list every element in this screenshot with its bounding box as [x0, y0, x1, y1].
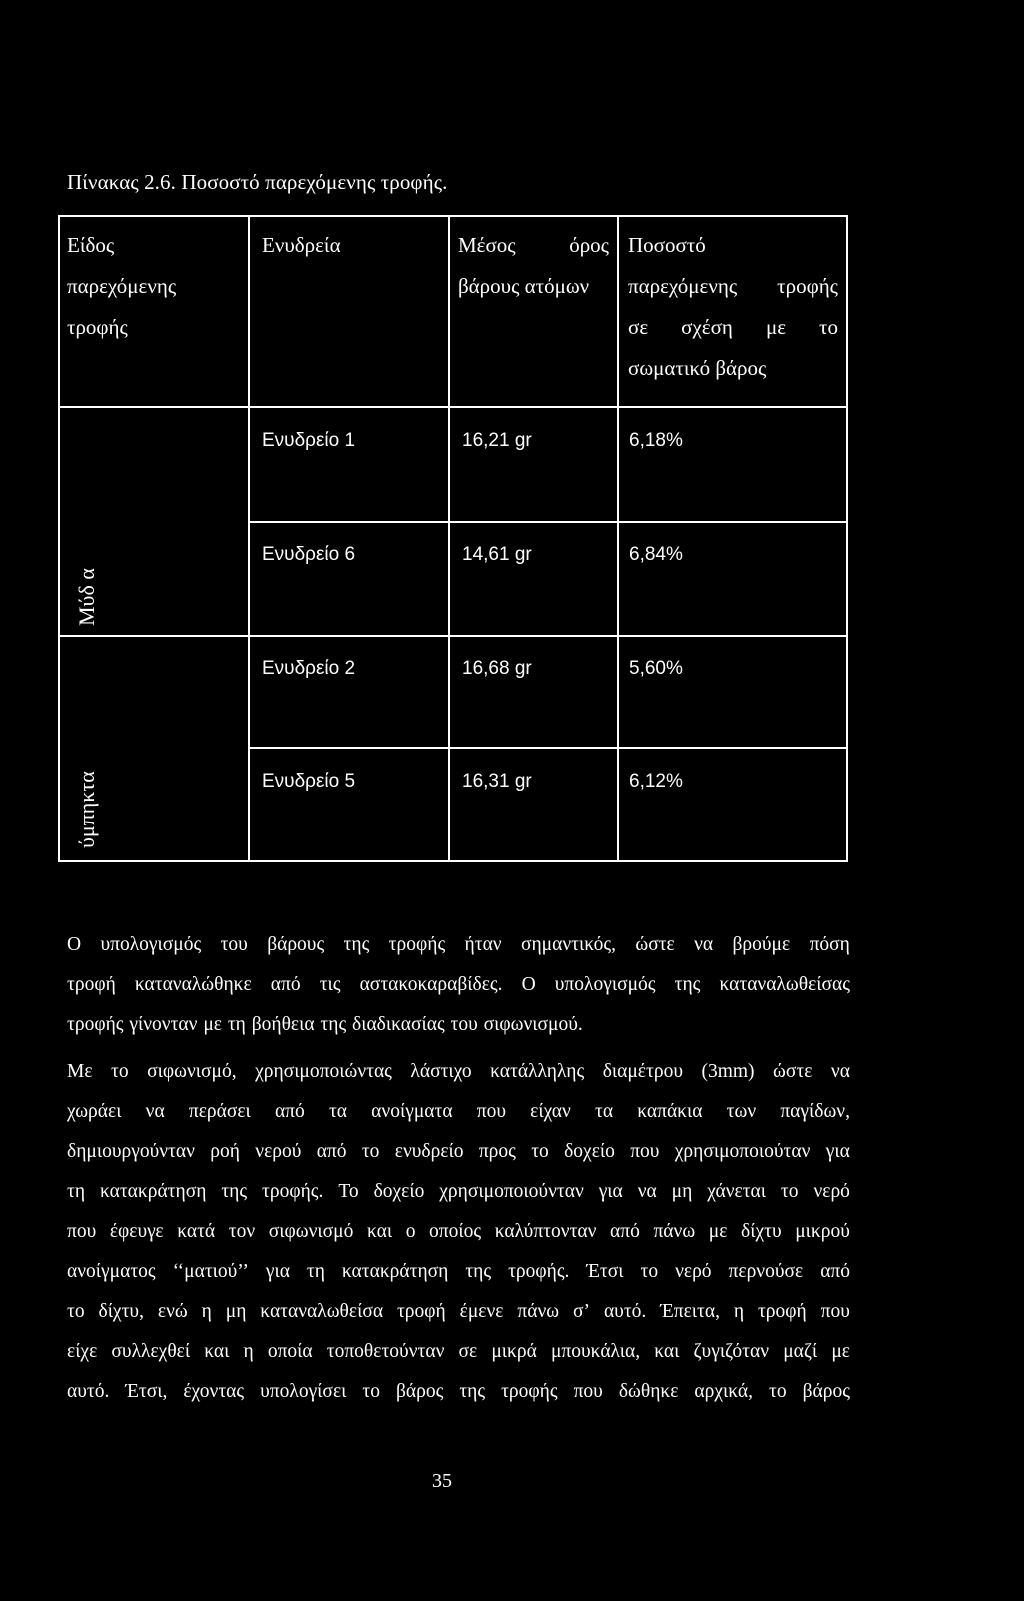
header-divider [58, 406, 848, 408]
word: βοήθεια [251, 1014, 315, 1035]
word: τροφή [396, 1301, 446, 1322]
table-cell-tank: Ενυδρείο 2 [262, 658, 356, 679]
header-percent [628, 225, 838, 389]
word: τοποθετούνταν [326, 1341, 445, 1362]
header-tanks-line: Ενυδρεία [262, 233, 341, 257]
word: νερού [255, 1141, 302, 1162]
word: καταναλωθείσας [719, 974, 850, 995]
text-line [67, 1132, 850, 1172]
paragraph-1 [67, 925, 850, 1045]
table-border-right [846, 215, 848, 862]
word: η [243, 1341, 254, 1362]
word: χωράει [67, 1101, 122, 1122]
word: υπολογισμός [554, 974, 656, 995]
word: μπουκάλια, [550, 1341, 641, 1362]
word: ήταν [464, 934, 502, 955]
header-word: Μέσος [458, 233, 516, 257]
word: η [733, 1301, 745, 1322]
word: να [694, 934, 714, 955]
word: δοχείο [564, 1141, 615, 1162]
word: το [361, 1141, 380, 1162]
word: σιφωνισμού. [483, 1014, 583, 1035]
word: δημιουργούνταν [67, 1141, 195, 1162]
text-line [67, 1005, 850, 1045]
food-label-vertical-2: ύμπηκτα [74, 771, 99, 848]
header-percent-line: Ποσοστό [628, 233, 706, 257]
header-word: το [819, 315, 838, 339]
word: από [820, 1261, 850, 1282]
word: να [637, 1181, 657, 1202]
paragraph-2 [67, 1052, 850, 1412]
table-cell-percent: 6,84% [629, 544, 683, 565]
word: δοχείο [373, 1181, 425, 1202]
word: για [825, 1141, 850, 1162]
text-line [67, 1372, 850, 1412]
word: και [366, 1221, 393, 1242]
word: το [769, 1381, 787, 1402]
word: της [674, 974, 701, 995]
word: από [274, 1101, 305, 1122]
word: μαζί [783, 1341, 818, 1362]
word: τις [319, 974, 341, 995]
word: και [204, 1341, 230, 1362]
row-divider-1 [248, 521, 848, 523]
word: με [708, 1221, 728, 1242]
header-word: σε [628, 315, 649, 339]
word: το [640, 1261, 659, 1282]
word: να [830, 1061, 850, 1082]
table-border-bottom [58, 860, 848, 862]
word: σε [458, 1341, 478, 1362]
word: τροφής. [508, 1261, 570, 1282]
word: ενυδρείο [394, 1141, 464, 1162]
word: αυτό. [67, 1381, 110, 1402]
word: το [531, 1141, 549, 1162]
word: τη [227, 1014, 246, 1035]
word: που [573, 1381, 603, 1402]
header-food-type-line: παρεχόμενης [67, 274, 177, 298]
word: Έτσι [586, 1261, 624, 1282]
header-mean-weight-line: βάρους ατόμων [458, 274, 590, 298]
text-line [67, 1052, 850, 1092]
word: υπολογίσει [260, 1381, 347, 1402]
col-divider-1 [248, 215, 250, 862]
word: τροφής. [262, 1181, 324, 1202]
word: είχε [67, 1341, 98, 1362]
word: κατάλληλης [490, 1061, 585, 1082]
word: τον [228, 1221, 256, 1242]
word: περνούσε [728, 1261, 804, 1282]
word: χάνεται [707, 1181, 766, 1202]
word: οποία [267, 1341, 313, 1362]
word: Ο [67, 934, 82, 955]
word: με [203, 1014, 222, 1035]
word: χρησιμοποιούταν [674, 1141, 811, 1162]
word: μη [225, 1301, 247, 1322]
word: τροφής [501, 1381, 558, 1402]
word: του [450, 1014, 478, 1035]
col-divider-2 [448, 215, 450, 862]
table-border-top [58, 215, 848, 217]
table-cell-tank: Ενυδρείο 6 [262, 544, 356, 565]
word: έφευγε [109, 1221, 164, 1242]
word: πόση [809, 934, 850, 955]
word: σημαντικός, [520, 934, 616, 955]
word: σιφωνισμό, [147, 1061, 237, 1082]
word: νερό [813, 1181, 850, 1202]
text-line [67, 1332, 850, 1372]
word: περάσει [188, 1101, 251, 1122]
word: που [820, 1301, 850, 1322]
page-number: 35 [432, 1470, 452, 1492]
word: από [610, 1221, 640, 1242]
word: τροφή [757, 1301, 807, 1322]
word: το [362, 1381, 380, 1402]
table-cell-percent: 6,18% [629, 430, 683, 451]
text-line [67, 1092, 850, 1132]
word: το [111, 1061, 129, 1082]
word: πάνω [653, 1221, 696, 1242]
word: αυτό. [603, 1301, 647, 1322]
table-cell-percent: 6,12% [629, 771, 683, 792]
word: της [343, 934, 370, 955]
word: το [780, 1181, 799, 1202]
word: χρησιμοποιούνταν [439, 1181, 584, 1202]
word: της [465, 1261, 492, 1282]
word: λάστιχο [410, 1061, 472, 1082]
word: χρησιμοποιώντας [255, 1061, 392, 1082]
word: δίχτυ [741, 1221, 782, 1242]
word: μικρά [491, 1341, 537, 1362]
word: από [316, 1141, 347, 1162]
word: και [654, 1341, 680, 1362]
table-border-left [58, 215, 60, 862]
text-line [67, 965, 850, 1005]
word: σ’ [573, 1301, 591, 1322]
word: παγίδων, [780, 1101, 850, 1122]
word: καπάκια [637, 1101, 703, 1122]
word: που [476, 1101, 506, 1122]
word: τη [306, 1261, 325, 1282]
word: υπολογισμός [100, 934, 202, 955]
word: τροφής [67, 1014, 124, 1035]
word: η [201, 1301, 212, 1322]
header-word: σχέση [681, 315, 733, 339]
header-food-type [67, 225, 176, 348]
text-line [67, 925, 850, 965]
col-divider-3 [617, 215, 619, 862]
word: καταναλώθηκε [134, 974, 252, 995]
word: τροφή [67, 974, 116, 995]
table-cell-tank: Ενυδρείο 1 [262, 430, 356, 451]
word: μικρού [795, 1221, 850, 1242]
word: της [320, 1014, 347, 1035]
table-cell-weight: 16,31 gr [462, 771, 532, 792]
header-word: τροφής [777, 274, 838, 298]
word: οποίος [429, 1221, 482, 1242]
word: (3mm) [701, 1061, 755, 1082]
word: βάρους [267, 934, 325, 955]
word: από [270, 974, 301, 995]
word: που [67, 1221, 97, 1242]
header-percent-line: σωματικό βάρος [628, 356, 767, 380]
row-divider-3 [248, 747, 848, 749]
word: να [145, 1101, 165, 1122]
word: της [459, 1381, 486, 1402]
word: κατακράτηση [99, 1181, 207, 1202]
table-cell-weight: 16,68 gr [462, 658, 532, 679]
word: αστακοκαραβίδες. [359, 974, 503, 995]
table-caption: Πίνακας 2.6. Ποσοστό παρεχόμενης τροφής. [67, 170, 448, 194]
word: του [220, 934, 248, 955]
word: το [67, 1301, 85, 1322]
word: Το [338, 1181, 359, 1202]
table-cell-weight: 16,21 gr [462, 430, 532, 451]
word: βάρος [395, 1381, 444, 1402]
header-word: με [765, 315, 787, 339]
word: Έπειτα, [660, 1301, 720, 1322]
header-mean-weight [458, 225, 609, 307]
text-line [67, 1252, 850, 1292]
word: των [726, 1101, 757, 1122]
word: διαμέτρου [602, 1061, 683, 1082]
text-line [67, 1292, 850, 1332]
word: συλλεχθεί [111, 1341, 191, 1362]
table-cell-weight: 14,61 gr [462, 544, 532, 565]
text-line [67, 1172, 850, 1212]
table-cell-tank: Ενυδρείο 5 [262, 771, 356, 792]
word: ο [405, 1221, 416, 1242]
food-label-vertical: Μύδ α [74, 568, 99, 626]
word: δίχτυ, [98, 1301, 144, 1322]
word: διαδικασίας [352, 1014, 445, 1035]
word: Ο [521, 974, 536, 995]
word: κατά [177, 1221, 216, 1242]
word: με [831, 1341, 850, 1362]
word: βρούμε [732, 934, 791, 955]
word: τροφής [388, 934, 446, 955]
word: Έτσι, [125, 1381, 168, 1402]
word: έμενε [459, 1301, 504, 1322]
word: ανοίγματος [67, 1261, 156, 1282]
header-tanks [262, 225, 341, 266]
word: αρχικά, [694, 1381, 754, 1402]
table-cell-percent: 5,60% [629, 658, 683, 679]
word: νερό [675, 1261, 712, 1282]
word: ‘‘ματιού’’ [172, 1261, 249, 1282]
word: Με [67, 1061, 93, 1082]
word: είχαν [530, 1101, 571, 1122]
word: ανοίγματα [371, 1101, 453, 1122]
row-divider-2 [58, 635, 848, 637]
header-food-type-line: Είδος [67, 233, 115, 257]
header-food-type-line: τροφής [67, 315, 128, 339]
word: για [598, 1181, 623, 1202]
word: ζυγιζόταν [693, 1341, 770, 1362]
word: έχοντας [183, 1381, 245, 1402]
header-word: παρεχόμενης [628, 274, 738, 298]
word: σιφωνισμό [268, 1221, 354, 1242]
word: ροή [210, 1141, 240, 1162]
text-line [67, 1212, 850, 1252]
word: δώθηκε [618, 1381, 679, 1402]
header-word: όρος [569, 233, 609, 257]
word: ώστε [635, 934, 675, 955]
header-mean-weight-line [458, 225, 609, 266]
word: καταναλωθείσα [260, 1301, 384, 1322]
word: τα [328, 1101, 347, 1122]
word: προς [478, 1141, 516, 1162]
word: ώστε [773, 1061, 813, 1082]
word: κατακράτηση [341, 1261, 449, 1282]
word: για [265, 1261, 290, 1282]
header-percent-line [628, 307, 838, 348]
word: πάνω [517, 1301, 560, 1322]
word: βάρος [802, 1381, 850, 1402]
word: μη [671, 1181, 693, 1202]
word: γίνονταν [129, 1014, 198, 1035]
header-percent-line [628, 266, 838, 307]
word: τα [595, 1101, 614, 1122]
word: ενώ [157, 1301, 188, 1322]
word: τη [67, 1181, 86, 1202]
word: καλύπτονταν [494, 1221, 597, 1242]
word: της [221, 1181, 248, 1202]
word: που [630, 1141, 660, 1162]
